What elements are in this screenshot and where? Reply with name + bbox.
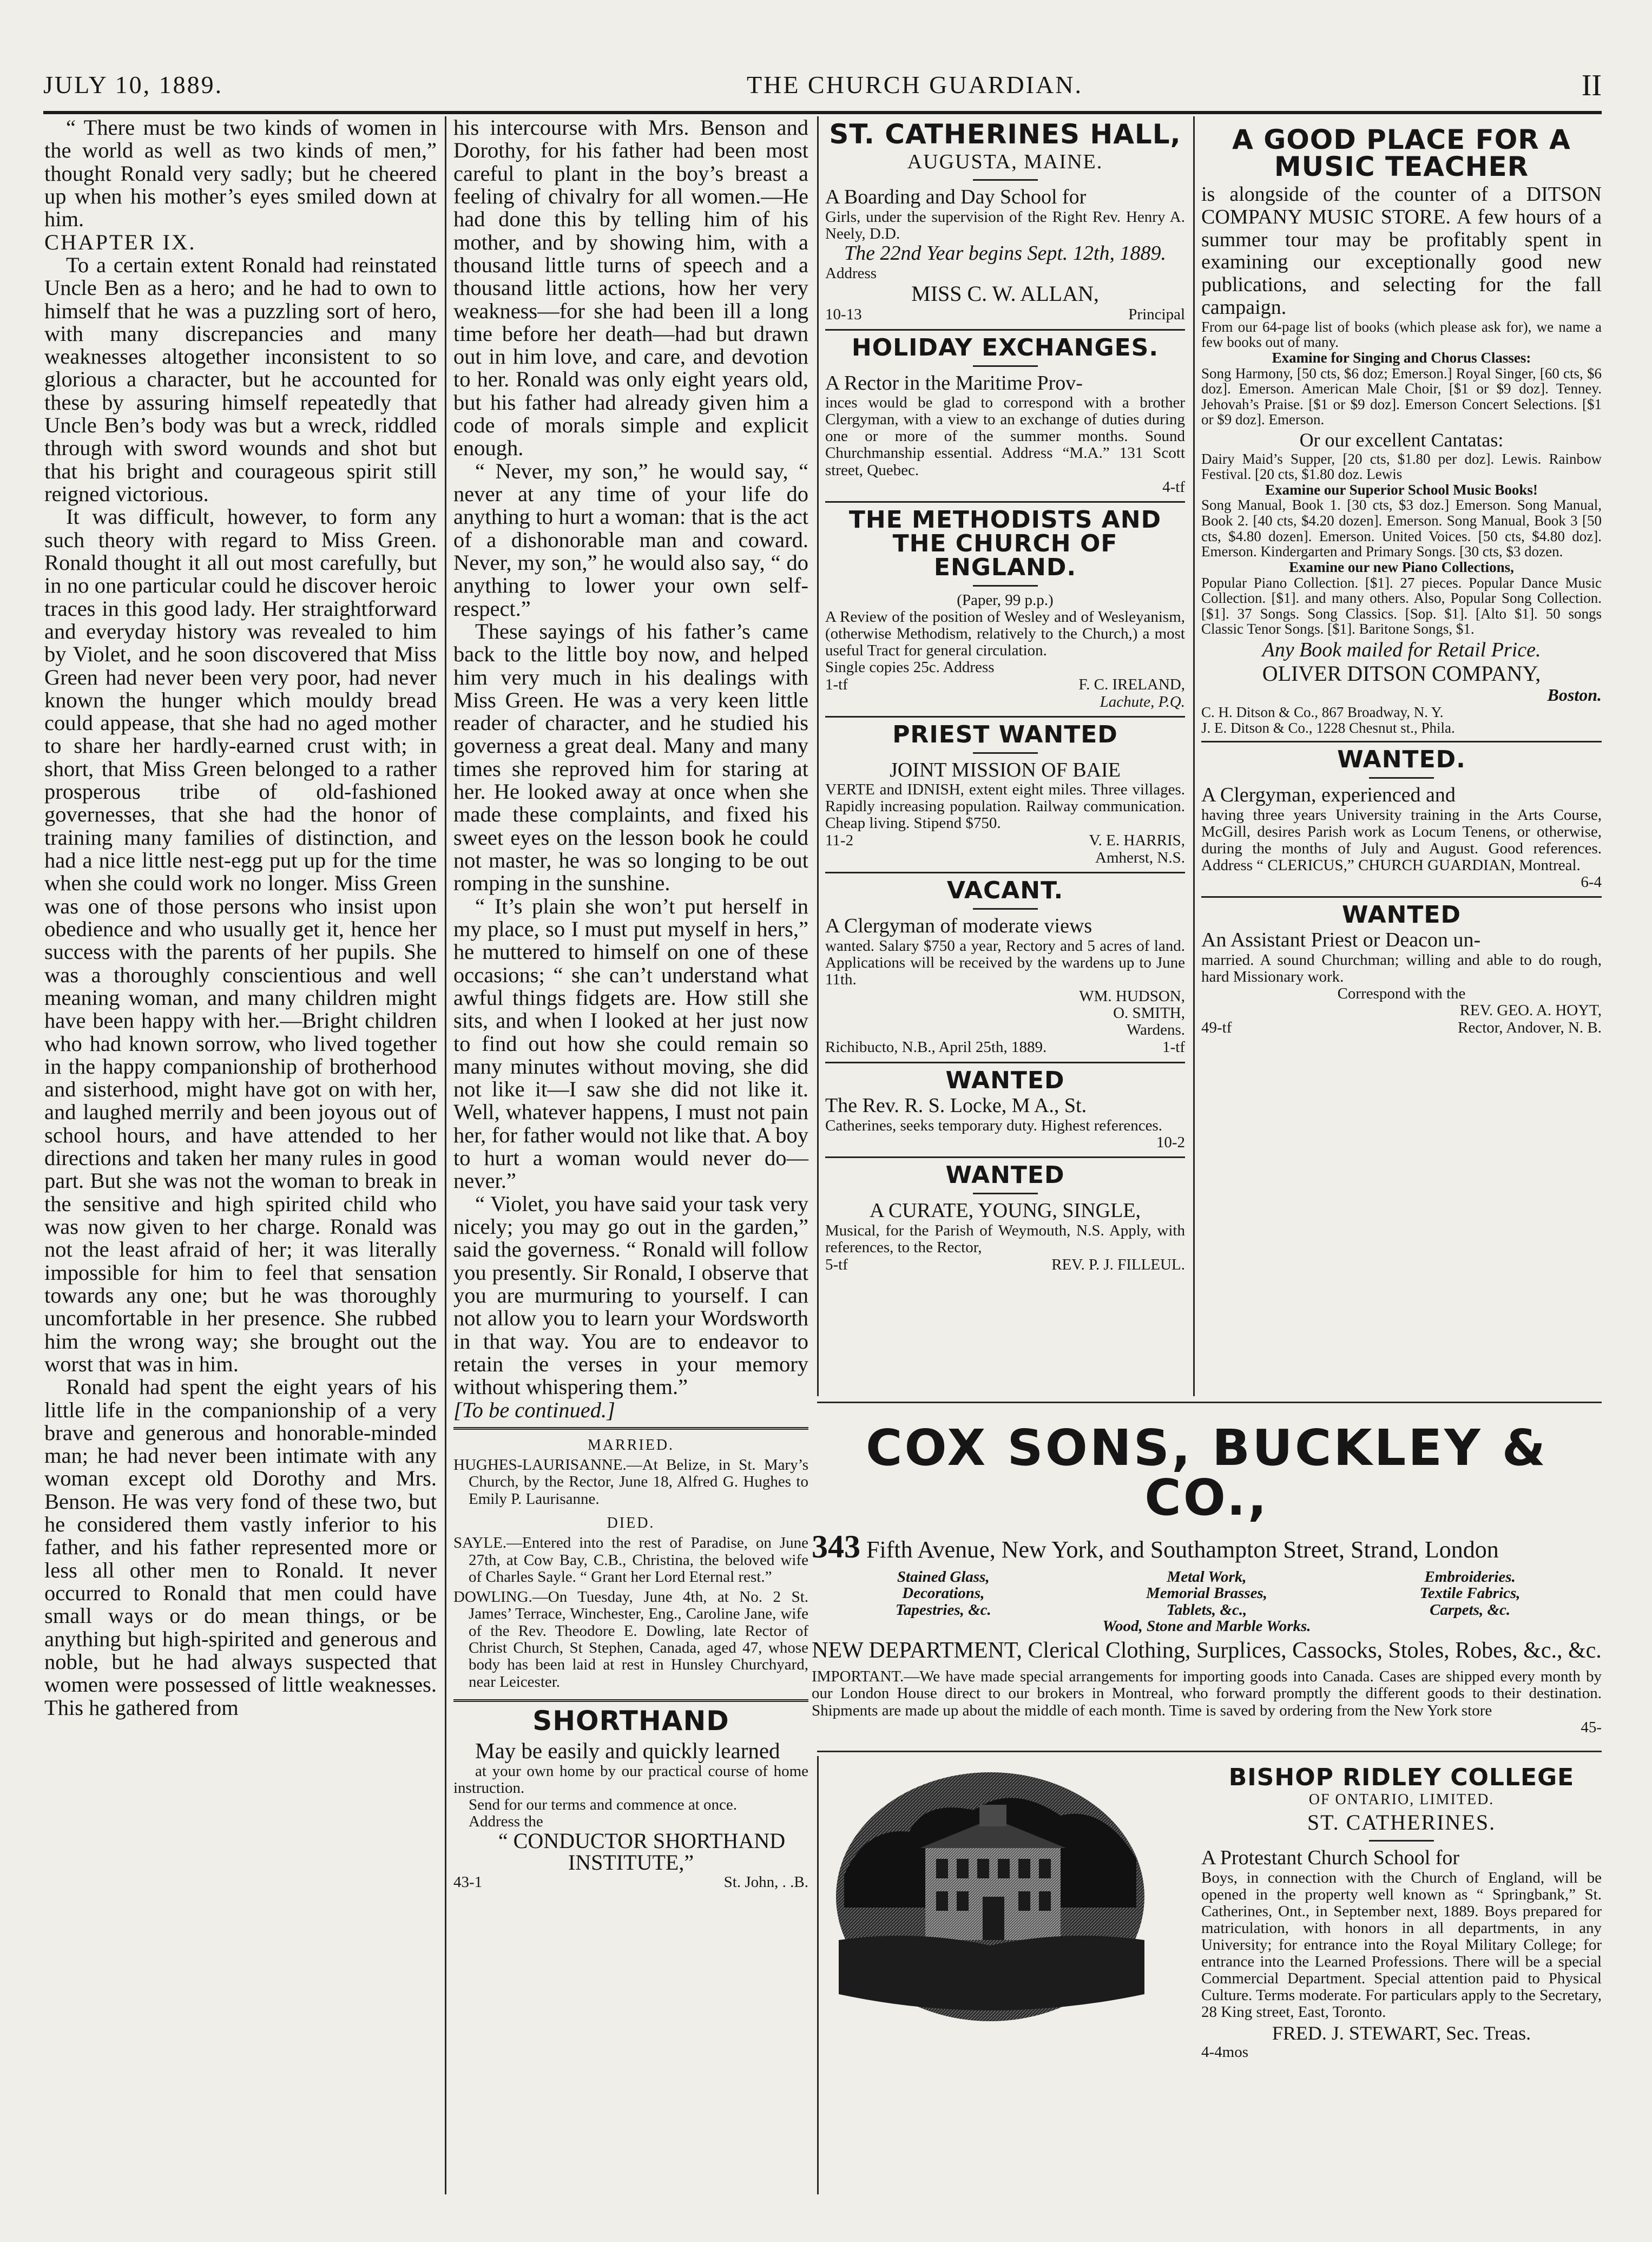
ad-subhead: Examine for Singing and Chorus Classes:	[1272, 350, 1531, 366]
ad-body: Girls, under the supervision of the Right Rev. Henry A. Neely, D.D.	[825, 208, 1185, 242]
masthead	[43, 70, 1602, 108]
ad-subhead: Examine our new Piano Collections,	[1289, 558, 1514, 575]
wanted-curate-ad	[825, 1163, 1185, 1274]
ad-title: BISHOP RIDLEY COLLEGE	[1228, 1764, 1575, 1791]
ridley-college-ad	[1201, 1761, 1602, 2061]
story-paragraph: “ Violet, you have said your task very nicely; you may go out in the garden,” said the governess. “ Ronald will follow you presently. Sir Ronald, I observe that you are murmuring to yourself. I can not allow you to learn your Wordsworth in that way. You are to endeavor to retain the verses in your memory without whispering them.”	[453, 1191, 808, 1399]
goods-item: Metal Work,	[1167, 1568, 1247, 1586]
divider	[453, 1427, 808, 1430]
cox-number: 343	[812, 1529, 860, 1564]
cox-address-text: Fifth Avenue, New York, and Southampton Street, Strand, London	[866, 1536, 1499, 1563]
shorthand-city: St. John, . .B.	[723, 1873, 808, 1891]
cox-title: COX SONS, BUCKLEY & CO.,	[865, 1419, 1548, 1527]
notices	[453, 1437, 808, 1691]
divider	[825, 1062, 1185, 1063]
goods-item: Wood, Stone and Marble Works.	[1102, 1618, 1311, 1635]
story-paragraph: These sayings of his father’s came back to the little boy now, and helped him very much in his dealings with Miss Green. He was a very keen little reader of character, and he studied his governess a great deal. Many and many times she reproved him for staring at her. He looked away at once when she made these complaints, and fixed his sweet eyes on the lesson book he could not master, he was so longing to be out romping in the sunshine.	[453, 619, 808, 896]
ad-corr: Correspond with the	[1337, 984, 1466, 1002]
ad-contact-name: REV. P. J. FILLEUL.	[1051, 1256, 1185, 1274]
banner-bottom-rule	[817, 1751, 1602, 1752]
ad-company: OLIVER DITSON COMPANY,	[1262, 661, 1541, 686]
ad-list: Song Harmony, [50 cts, $6 doz; Emerson.] Royal Singer, [60 cts, $6 doz]. Emerson. American Male Choir, [$1 or $9 doz]. Tenney. Jehovah’s Praise. [$1 or $9 doz]. Emerson Concert Selections. [$1 or $9 doz]. Emerson.	[1201, 365, 1602, 428]
cox-new-department: NEW DEPARTMENT, Clerical Clothing, Surplices, Cassocks, Stoles, Robes, &c., &c.	[812, 1638, 1602, 1663]
ad-contact-name: F. C. IRELAND,	[1078, 675, 1185, 693]
short-rule	[973, 179, 1038, 181]
ad-body: wanted. Salary $750 a year, Rectory and 5 acres of land. Applications will be received by the wardens up to June 11th.	[825, 937, 1185, 989]
shorthand-body: at your own home by our practical course of home instruction.	[453, 1763, 808, 1797]
ad-contact-role: Principal	[1128, 305, 1185, 323]
ad-sign: FRED. J. STEWART, Sec. Treas.	[1272, 2022, 1531, 2044]
cox-sons-ad	[812, 1419, 1602, 1736]
goods-item: Tablets, &c.,	[1166, 1601, 1247, 1619]
chapter-heading: CHAPTER IX.	[44, 229, 196, 254]
ad-code: 10-2	[1156, 1134, 1185, 1152]
story-column-2	[453, 116, 808, 1891]
goods-item: Tapestries, &c.	[895, 1601, 991, 1619]
divider	[1201, 741, 1602, 742]
death-notice: DOWLING.—On Tuesday, June 4th, at No. 2 St. James’ Terrace, Winchester, Eng., Caroline Jane, wife of the Rev. Theodore E. Dowling, late Rector of Christ Church, St Stephen, Canada, aged 47, whose body has been laid at rest in Hunsley Churchyard, near Leicester.	[453, 1588, 808, 1691]
ad-code: 10-13	[825, 305, 862, 323]
wanted-experienced-ad	[1201, 748, 1602, 891]
ad-code: 49-tf	[1201, 1018, 1232, 1036]
ad-title: ST. CATHERINES HALL,	[829, 119, 1181, 150]
ad-code: 43-1	[453, 1873, 483, 1891]
cox-goods	[812, 1569, 1602, 1635]
cox-important: IMPORTANT.—We have made special arrangements for importing goods into Canada. Cases are shipped every month by our London House direct to our brokers in Montreal, who forward promptly the different goods to their destination. Shipments are made up about the middle of each month. Time is saved by ordering from the New York store	[812, 1667, 1602, 1719]
death-notice: SAYLE.—Entered into the rest of Paradise, on June 27th, at Cow Bay, C.B., Christina, the beloved wife of Charles Sayle. “ Grant her Lord Eternal rest.”	[453, 1534, 808, 1586]
ad-contact-place: Rector, Andover, N. B.	[1458, 1018, 1602, 1036]
issue-date: JULY 10, 1889.	[43, 71, 223, 98]
ad-subhead: Examine our Superior School Music Books!	[1265, 481, 1538, 498]
shorthand-ad	[453, 1707, 808, 1891]
college-engraving	[833, 1767, 1147, 2024]
ad-body: inces would be glad to correspond with a brother Clergyman, with a view to an exchange of duties during one or more of the summer months. Sound Churchmanship essential. Address “M.A.” 131 Scott street, Quebec.	[825, 394, 1185, 479]
ad-branch: J. E. Ditson & Co., 1228 Chesnut st., Phila.	[1201, 719, 1455, 736]
ad-body: married. A sound Churchman; willing and able to do rough, hard Missionary work.	[1201, 951, 1602, 985]
ad-lead: A Protestant Church School for	[1201, 1846, 1460, 1869]
ad-sign: WM. HUDSON,	[1079, 988, 1185, 1005]
story-paragraph: It was difficult, however, to form any such theory with regard to Miss Green. Ronald thought it all out most carefully, but in no one particular could he discover heroic traces in this good lady. Her straightforward and everyday history was revealed to him by Violet, and he soon discovered that Miss Green had never been very poor, had never known the hunger which mouldy bread could appease, that she had no aged mother to share her hardly-earned crust with; in short, that Miss Green belonged to a rather prosperous tribe of old-fashioned governesses, that she had the honor of training many families of distinction, and had a nice little nest-egg put up for the time when she could work no longer. Miss Green was one of those persons who insist upon obedience and who usually get it, hence her success with the parents of her pupils. She was a thoroughly conscientious and well meaning woman, and many children might have been happy with her.—Bright children who had known sorrow, who lived together in the happy companionship of brotherhood and sisterhood, might have got on with her, and laughed merrily and been joyous out of school hours, and have attended to her directions and taken her many rules in good part. But she was not the woman to break in the sensitive and high spirited child who was now given to her charge. Ronald was not the least afraid of her; it was literally impossible for him to feel that sensation towards any one; but he was thoroughly uncomfortable in her presence. She rubbed him the wrong way; she brought out the worst that was in him.	[44, 504, 437, 1376]
ad-contact-name: MISS C. W. ALLAN,	[911, 281, 1099, 306]
divider	[825, 872, 1185, 873]
ad-address-label: Address	[825, 264, 877, 282]
banner-top-rule	[817, 1402, 1602, 1403]
ad-title: WANTED	[945, 1161, 1065, 1189]
ad-note: From our 64-page list of books (which please ask for), we name a few books out of many.	[1201, 318, 1602, 351]
story-paragraph: Ronald had spent the eight years of his little life in the companionship of a very brave and generous and honorable-minded man; he had never been intimate with any woman except old Dorothy and Mrs. Benson. He was very fond of these two, but he considered them vastly inferior to his father, and his father represented more or less all other men to Ronald. It never occurred to Ronald that men could have small ways or do mean things, or be anything but high-spirited and generous and noble, but he had always suspected that women were possessed of little weaknesses. This he gathered from	[44, 1375, 437, 1720]
ad-subhead: Or our excellent Cantatas:	[1299, 429, 1504, 451]
methodists-ad	[825, 505, 1185, 711]
ad-code: 4-tf	[1162, 478, 1185, 496]
wanted-assistant-ad	[1201, 903, 1602, 1037]
column-rule-2	[817, 116, 819, 1396]
goods-item: Memorial Brasses,	[1146, 1584, 1267, 1602]
ad-code: 5-tf	[825, 1256, 848, 1274]
divider	[825, 501, 1185, 503]
story-paragraph: To a certain extent Ronald had reinstated Uncle Ben as a hero; and he had to own to himself that he was a puzzling sort of hero, with many discrepancies and many weaknesses altogether inconsistent to so glorious a character, but he accounted for these by assuring himself repeatedly that Uncle Ben’s body was but a wreck, riddled through with sword wounds and shot but that his bright and courageous spirit still reigned victorious.	[44, 252, 437, 506]
ad-title: VACANT.	[946, 877, 1064, 905]
page-number: II	[1581, 69, 1602, 102]
short-rule	[973, 908, 1038, 910]
shorthand-send: Send for our terms and commence at once.	[469, 1796, 738, 1814]
divider	[453, 1699, 808, 1702]
column-rule-2b	[817, 1756, 819, 2194]
ad-lead: A Clergyman of moderate views	[825, 915, 1092, 938]
ad-lead: The Rev. R. S. Locke, M A., St.	[825, 1094, 1087, 1117]
goods-item: Textile Fabrics,	[1419, 1584, 1521, 1602]
ad-lead: A CURATE, YOUNG, SINGLE,	[869, 1199, 1141, 1222]
ad-subtitle: OF ONTARIO, LIMITED.	[1308, 1791, 1495, 1808]
ads-column-4	[1201, 116, 1602, 1037]
ad-code: 4-4mos	[1201, 2043, 1248, 2061]
masthead-rule	[43, 111, 1602, 114]
wanted-locke-ad	[825, 1069, 1185, 1151]
ad-title: WANTED.	[1337, 746, 1466, 774]
vacant-ad	[825, 879, 1185, 1056]
story-paragraph: “ There must be two kinds of women in the world as well as two kinds of men,” thought Ronald very sadly; but he cheered up when his mother’s eyes smiled down at him.	[44, 115, 437, 232]
short-rule	[1369, 1840, 1434, 1842]
ad-branch: C. H. Ditson & Co., 867 Broadway, N. Y.	[1201, 703, 1444, 720]
ad-code: 1-tf	[825, 675, 848, 693]
ad-lead: JOINT MISSION OF BAIE	[890, 758, 1121, 781]
cox-address	[812, 1528, 1602, 1566]
ad-code: 6-4	[1581, 873, 1602, 891]
ad-title: PRIEST WANTED	[892, 720, 1118, 748]
ad-lead: A Rector in the Maritime Prov-	[825, 371, 1083, 395]
shorthand-name: “ CONDUCTOR SHORTHAND INSTITUTE,”	[498, 1829, 786, 1875]
ad-subtitle: AUGUSTA, MAINE.	[907, 150, 1103, 173]
ad-body: having three years University training in the Arts Course, McGill, desires Parish work as Locum Tenens, or otherwise, during the months of July and August. Good references. Address “ CLERICUS,” CHURCH GUARDIAN, Montreal.	[1201, 806, 1602, 874]
story-paragraph: “ Never, my son,” he would say, “ never at any time of your life do anything to hurt a woman: that is the act of a dishonorable man and coward. Never, my son,” he would also say, “ do anything to lower your own self-respect.”	[453, 458, 808, 621]
short-rule	[973, 365, 1038, 367]
priest-wanted-ad	[825, 720, 1185, 867]
short-rule	[1369, 777, 1434, 779]
married-label: MARRIED.	[587, 1436, 675, 1454]
goods-item: Stained Glass,	[897, 1568, 990, 1586]
ad-code: 11-2	[825, 832, 854, 850]
ad-lead: An Assistant Priest or Deacon un-	[1201, 929, 1481, 952]
ad-sign: Wardens.	[1127, 1021, 1185, 1039]
ad-title: A GOOD PLACE FOR A MUSIC TEACHER	[1232, 124, 1571, 182]
ad-contact-place: Amherst, N.S.	[1095, 849, 1185, 867]
ad-contact-place: Lachute, P.Q.	[1100, 693, 1185, 711]
holiday-exchanges-ad	[825, 333, 1185, 496]
ad-contact-name: REV. GEO. A. HOYT,	[1459, 1001, 1602, 1019]
ad-list: Popular Piano Collection. [$1]. 27 pieces. Popular Dance Music Collection. [$1]. and many others. Also, Popular Song Collection. [$1]. 37 Songs. Song Classics. [Sop. $1]. [Alto $1]. 50 songs Classic Tenor Songs. [$1]. Baritone Songs, $1.	[1201, 574, 1602, 637]
goods-item: Carpets, &c.	[1430, 1601, 1511, 1619]
divider	[825, 716, 1185, 718]
story-column-1	[44, 116, 437, 1719]
ad-place: ST. CATHERINES.	[1307, 1810, 1496, 1835]
ad-lead: A Boarding and Day School for	[825, 186, 1087, 208]
goods-item: Decorations,	[902, 1584, 985, 1602]
ad-title: THE METHODISTS AND THE CHURCH OF ENGLAND.	[848, 505, 1162, 581]
ad-code: 1-tf	[1162, 1038, 1185, 1056]
ad-code: 45-	[1581, 1718, 1602, 1736]
ad-sign: O. SMITH,	[1113, 1004, 1185, 1022]
ad-body: Boys, in connection with the Church of England, will be opened in the property well known as “ Springbank,” St. Catherines, Ont., in September next, 1889. Boys prepared for matriculation, with honors in all departments, in any University; for entrance into the Royal Military College; for entrance into the Learned Professions. There will be a special Commercial Department. Special attention paid to Physical Culture. Terms moderate. For particulars apply to the Secretary, 28 King street, East, Toronto.	[1201, 1869, 1602, 2021]
goods-item: Embroideries.	[1424, 1568, 1516, 1586]
ad-place: Richibucto, N.B., April 25th, 1889.	[825, 1038, 1047, 1056]
shorthand-address: Address the	[469, 1813, 543, 1831]
divider	[825, 1156, 1185, 1158]
ad-list: Song Manual, Book 1. [30 cts, $3 doz.] Emerson. Song Manual, Book 2. [40 cts, $4.20 dozen]. Emerson. Song Manual, Book 3 [50 cts, $4.80 dozen]. Emerson. United Voices. [50 cts, $4.80 doz]. Emerson. Kindergarten and Primary Songs. [30 cts, $3 dozen.	[1201, 497, 1602, 560]
ad-title: HOLIDAY EXCHANGES.	[851, 333, 1159, 361]
continued-note: [To be continued.]	[453, 1397, 615, 1422]
foreground-ground	[839, 1936, 1144, 2010]
married-notice: HUGHES-LAURISANNE.—At Belize, in St. Mary’s Church, by the Rector, June 18, Alfred G. Hughes to Emily P. Laurisanne.	[453, 1456, 808, 1508]
died-label: DIED.	[607, 1514, 655, 1531]
ad-title: WANTED	[1341, 901, 1462, 929]
shorthand-title: SHORTHAND	[532, 1705, 729, 1737]
short-rule	[973, 752, 1038, 754]
story-paragraph: his intercourse with Mrs. Benson and Dorothy, for his father had been most careful to plant in the boy’s breast a feeling of chivalry for all women.—He had done this by telling him of his mother, and by showing him, with a thousand little turns of speech and a thousand little actions, how her very weakness—for she had been ill a long time before her death—had but drawn out in him love, and care, and devotion to her. Ronald was only eight years old, but his father had already given him a code of morals simple and explicit enough.	[453, 115, 808, 461]
column-rule-1	[445, 116, 446, 2194]
ad-body: Musical, for the Parish of Weymouth, N.S. Apply, with references, to the Rector,	[825, 1222, 1185, 1257]
ad-list: Dairy Maid’s Supper, [20 cts, $1.80 per doz]. Lewis. Rainbow Festival. [20 cts, $1.80 doz. Lewis	[1201, 450, 1602, 483]
ad-body: A Review of the position of Wesley and of Wesleyanism, (otherwise Methodism, relatively to the Church,) a most useful Tract for general circulation.	[825, 608, 1185, 659]
ditson-ad	[1201, 126, 1602, 735]
column-rule-3	[1193, 116, 1195, 1396]
divider	[825, 329, 1185, 331]
ads-column-3	[825, 116, 1185, 1274]
ad-city: Boston.	[1547, 685, 1602, 705]
ad-contact-name: V. E. HARRIS,	[1089, 832, 1185, 850]
ad-body: Catherines, seeks temporary duty. Highest references.	[825, 1117, 1163, 1135]
divider	[1201, 896, 1602, 898]
short-rule	[973, 585, 1038, 587]
ad-lead: A Clergyman, experienced and	[1201, 784, 1456, 807]
ad-title: WANTED	[945, 1067, 1065, 1095]
short-rule	[973, 1193, 1038, 1194]
st-catherines-ad	[825, 121, 1185, 324]
ad-note: (Paper, 99 p.p.)	[957, 591, 1054, 609]
shorthand-lead: May be easily and quickly learned	[475, 1738, 780, 1764]
building-tower	[979, 1805, 1006, 1826]
paper-title: THE CHURCH GUARDIAN.	[747, 71, 1083, 98]
ad-mailed: Any Book mailed for Retail Price.	[1262, 638, 1541, 661]
ad-year: The 22nd Year begins Sept. 12th, 1889.	[844, 241, 1166, 265]
ad-body: is alongside of the counter of a DITSON COMPANY MUSIC STORE. A few hours of a summer tour may be profitably spent in examining our exceptionally good new publications, and selecting for the fall campaign.	[1201, 183, 1602, 319]
ad-body: VERTE and IDNISH, extent eight miles. Three villages. Rapidly increasing population. Railway communication. Cheap living. Stipend $750.	[825, 781, 1185, 832]
ad-copies: Single copies 25c. Address	[825, 658, 995, 676]
story-paragraph: “ It’s plain she won’t put herself in my place, so I must put myself in hers,” he muttered to himself on one of these occasions; “ she can’t understand what awful things fidgets are. How still she sits, and when I looked at her just now to find out how she could remain so many minutes without moving, she did not like it—I saw she did not like it. Well, whatever happens, I must not pain her, for father would not like that. A boy to hurt a woman would never do—never.”	[453, 893, 808, 1193]
